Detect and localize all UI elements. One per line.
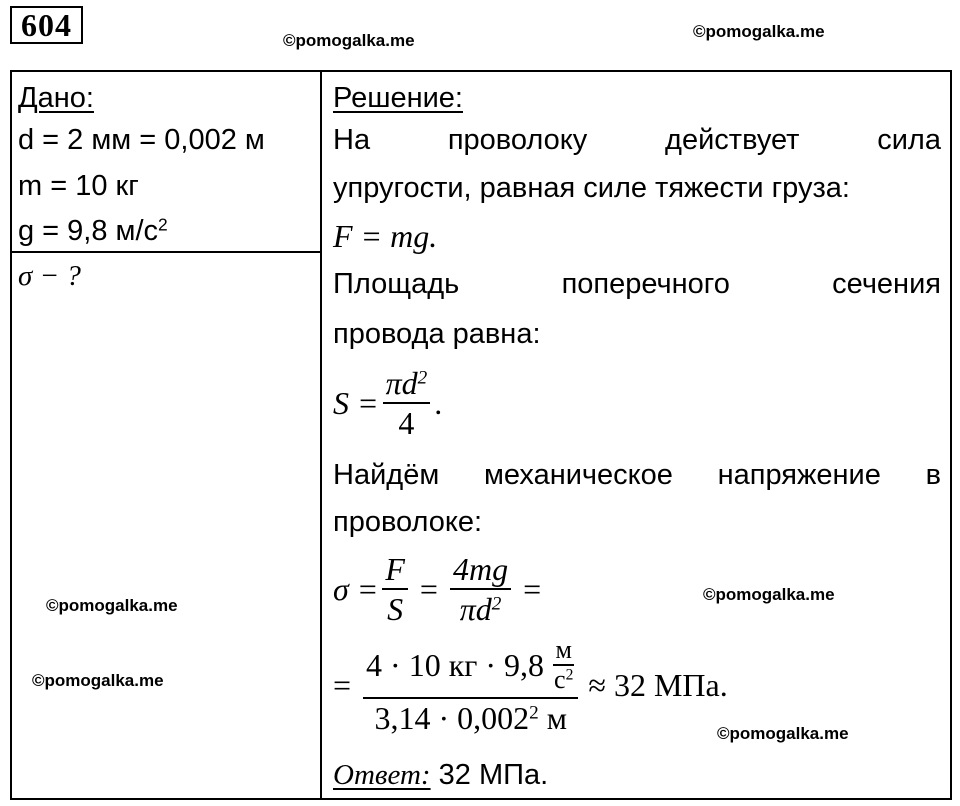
watermark: ©pomogalka.me — [717, 724, 849, 743]
watermark: ©pomogalka.me — [32, 671, 164, 690]
solution-paragraph-2: Площадь поперечного сечения — [333, 268, 941, 300]
problem-number: 604 — [10, 6, 83, 44]
given-divider — [10, 251, 321, 253]
solution-paragraph-2-line-2: провода равна: — [333, 318, 541, 350]
find-sigma: σ − ? — [18, 260, 81, 292]
given-heading: Дано: — [18, 82, 94, 114]
given-line-gravity: g = 9,8 $м/с^2$ — [18, 214, 168, 247]
watermark: ©pomogalka.me — [46, 596, 178, 615]
equation-force: F = mg. — [333, 218, 438, 254]
equation-numeric: = 4 · 10 кг · 9,8 $\frac{м}{с^2}$ $3,14 \cdot 0,002^2$ м ≈ 32 МПа. — [333, 635, 728, 736]
equation-area: S = $\frac{\pi d^2}{4}$ . — [333, 365, 443, 441]
equation-stress: σ = $\frac{F}{S}$ = $\frac{4mg}{\pi d^2}$ = — [333, 551, 542, 627]
given-line-mass: m = 10 кг — [18, 170, 139, 202]
solution-paragraph-1: На проволоку действует сила — [333, 124, 941, 156]
column-divider — [320, 70, 322, 800]
watermark: ©pomogalka.me — [283, 31, 415, 50]
answer: Ответ: 32 МПа. — [333, 759, 549, 791]
watermark: ©pomogalka.me — [703, 585, 835, 604]
solution-paragraph-1-line-2: упругости, равная силе тяжести груза: — [333, 172, 850, 204]
solution-paragraph-3: Найдём механическое напряжение в — [333, 459, 941, 491]
given-line-diameter: d = 2 мм = 0,002 м — [18, 124, 265, 156]
solution-paragraph-3-line-2: проволоке: — [333, 506, 483, 538]
solution-heading: Решение: — [333, 82, 463, 114]
watermark: ©pomogalka.me — [693, 22, 825, 41]
